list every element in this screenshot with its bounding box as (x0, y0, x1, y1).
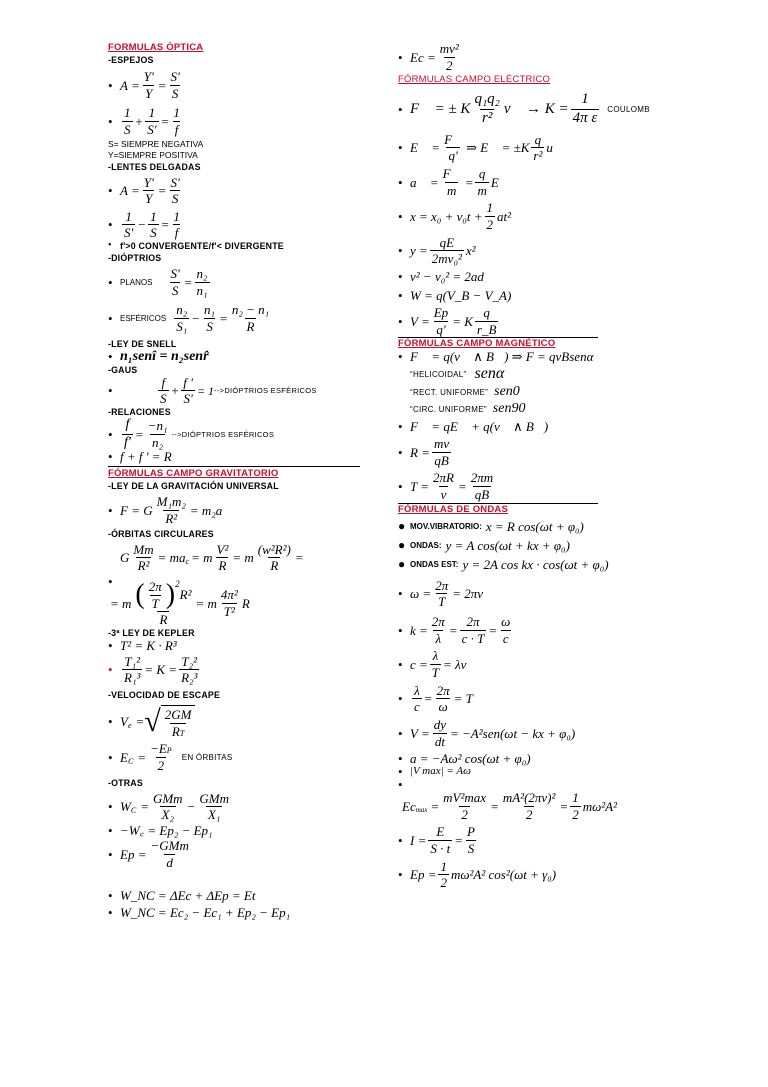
helical-row: “HELICOIDAL” senα (410, 365, 505, 383)
bullet-icon: ● (398, 519, 406, 534)
converging-note: • f'>0 CONVERGENTE/f'< DIVERGENTE (108, 240, 284, 252)
sign-note-s: S= SIEMPRE NEGATIVA (108, 138, 204, 149)
formula-snell: • n₁senî = n₂senr̂ (108, 348, 209, 365)
bullet-icon: • (398, 349, 403, 365)
electric-title: FÓRMULAS CAMPO ELÉCTRICO (398, 74, 551, 86)
formula-orbits-2-body: = m ( $\frac{2\pi}{T}$ ) $^2$ R² R = m $\frac{\text{4π²}}{\text{T²}}$ R (110, 578, 250, 628)
formula-max-kinetic: Ec max = $\frac{\text{mV²max}}{2}$ = $\frac{\text{mA²(2πν)²}}{2}$ = $\frac{1}{2}$ mω²A² (402, 790, 618, 822)
formula-kinetic-energy: • Ec = $\frac{\text{mv²}}{2}$ (398, 41, 459, 73)
bullet-icon: • (398, 444, 403, 460)
bullet-icon: • (398, 208, 403, 224)
bullet-icon: • (398, 243, 403, 259)
bullet-icon: • (398, 622, 403, 638)
bullet-icon: • (108, 311, 113, 327)
magnetic-title: FÓRMULAS CAMPO MAGNÉTICO (398, 338, 556, 350)
bullet-icon: • (108, 714, 113, 730)
formula-lorentz: • F⃗ = q(v⃗ ∧ B⃗) ⇒ F = qvBsenα (398, 349, 594, 365)
formula-wave-potential: • Ep = $\frac{1}{2}$ mω²A² cos²(ωt + γ₀) (398, 858, 557, 891)
formula-lens-equation: • $\frac{1}{S'}$ − $\frac{1}{S}$ = $\frac{1}{f}$ (108, 208, 180, 241)
bullet-icon: ● (398, 538, 406, 553)
bullet-icon: • (108, 662, 113, 678)
formula-vibratory: ● MOV.VIBRATORIO: x = R cos(ωt + φ₀) (398, 518, 584, 534)
formula-wave-number: • k = $\frac{2\pi}{\lambda}$ = $\frac{2\pi}{c \cdot T}$ = $\frac{\omega}{c}$ (398, 614, 511, 646)
formula-work-nc-1: • W_NC = ΔEc + ΔEp = Et (108, 888, 256, 904)
bullet-icon: • (398, 313, 403, 329)
formula-wave: ● ONDAS: y = A cos(ωt + kx + φ₀) (398, 537, 570, 553)
bullet-icon: • (398, 777, 403, 793)
formula-potential-energy: • Ep = $\frac{\text{−GMm}}{d}$ (108, 837, 189, 870)
optics-title: FORMULAS ÓPTICA (108, 42, 204, 53)
formula-gauss: • $\frac{f}{S}$ + $\frac{f '}{S'}$ = 1 -->DIÓPTRIOS ESFÉRICOS (108, 374, 317, 407)
formula-position: • x = x₀ + v₀t + $\frac{1}{2}$ at² (398, 200, 512, 232)
gauss-heading: -GAUS (108, 364, 138, 375)
formula-escape-velocity: • V e = √ $\frac{2GM}{RT}$ (108, 705, 363, 738)
relations-heading: -RELACIONES (108, 406, 171, 417)
escape-velocity-heading: -VELOCIDAD DE ESCAPE (108, 690, 221, 701)
bullet-icon: • (108, 905, 113, 921)
uniform-circ-row: “CIRC. UNIFORME” sen90 (410, 401, 526, 417)
circular-orbits-heading: -ÓRBITAS CIRCULARES (108, 528, 214, 539)
bullet-icon: • (398, 725, 403, 741)
formula-spherical-dioptre: • ESFÉRICOS $\frac{\text{n₂}}{\text{S₁}}$ − $\frac{\text{n₁}}{S}$ = $\frac{\text{n₂ − n₁}}{R}$ (108, 302, 270, 335)
formula-standing-wave: ● ONDAS EST: y = 2A cos kx · cos(ωt + φ₀) (398, 556, 609, 572)
bullet-icon: • (108, 502, 113, 518)
formula-work-potential-diff: • W = q(V_B − V_A) (398, 287, 512, 303)
bullet-icon: • (398, 479, 403, 495)
formula-intensity: • I = $\frac{E}{S \cdot t}$ = $\frac{P}{S}$ (398, 824, 475, 857)
formula-wave-acceleration: • a = −Aω² cos(ωt + φ₀) (398, 751, 531, 767)
bullet-icon: • (398, 586, 403, 602)
bullet-icon: • (108, 822, 113, 838)
bullet-icon: • (108, 77, 113, 93)
formula-lorentz-full: • F⃗ = qE⃗ + q(v⃗ ∧ B⃗) (398, 419, 549, 435)
formula-flat-dioptre: • PLANOS $\frac{S'}{S}$ = $\frac{\text{n₂}}{\text{n₁}}$ (108, 266, 208, 298)
formula-orbit-energy: • E C = $\frac{-EP}{2}$ EN ÓRBITAS (108, 741, 233, 774)
bullet-icon: • (398, 49, 403, 65)
bullet-icon: • (108, 349, 113, 365)
formula-newton-gravitation: • F = G $\frac{\text{M₁m₂}}{\text{R²}}$ = m₂a (108, 494, 223, 526)
formula-period-wave: • $\frac{\lambda}{c}$ = $\frac{2\pi}{\omega}$ = T (398, 682, 473, 715)
formula-relations: • $\frac{f}{f'}$ = $\frac{\text{−n₁}}{\text{n₂}}$ -->DIÓPTRIOS ESFÉRICOS (108, 416, 275, 450)
bullet-icon: • (398, 691, 403, 707)
bullet-icon: • (398, 419, 403, 435)
bullet-icon: • (108, 750, 113, 766)
bullet-icon: • (108, 240, 112, 252)
bullet-icon: • (108, 846, 113, 862)
formula-angular-frequency: • ω = $\frac{2\pi}{T}$ = 2πν (398, 577, 484, 610)
kepler-heading: -3ª LEY DE KEPLER (108, 627, 195, 638)
bullet-icon: • (398, 102, 403, 118)
bullet-icon: • (398, 268, 403, 284)
bullet-icon: • (398, 656, 403, 672)
formula-trajectory: • y = $\frac{qE}{\text{2mv₀²}}$ x² (398, 234, 476, 267)
sign-note-y: Y=SIEMPRE POSITIVA (108, 149, 198, 160)
bullet-icon: • (108, 888, 113, 904)
bullet-icon: • (108, 217, 113, 233)
formula-kepler-1: • T² = K · R³ (108, 637, 177, 653)
formula-max-velocity: • |V max| = Aω (398, 764, 471, 780)
formula-electric-field: • E⃗ = $\frac{F⃗}{q'}$ ⇒ E⃗ = ±K $\frac{q}{\text{r²}}$ u⃗ (398, 131, 564, 164)
sqrt-icon: √ (144, 704, 161, 738)
formula-mirror-magnification: • A = $\frac{Y'}{Y}$ = $\frac{S'}{S}$ (108, 69, 180, 101)
formula-kinematics: • v² − v₀² = 2ad (398, 268, 484, 284)
bullet-icon: • (398, 751, 403, 767)
uniform-rect-row: “RECT. UNIFORME” sen0 (410, 384, 520, 400)
formula-focal-sum: • f + f ' = R (108, 449, 172, 465)
bullet-icon: • (398, 764, 403, 780)
formula-orbits-1: G $\frac{Mm}{\text{R²}}$ = ma c = m $\frac{\text{V²}}{R}$ = m $\frac{\text{(w²R²)}}{R}$ = (120, 541, 304, 574)
snell-heading: -LEY DE SNELL (108, 338, 177, 349)
bullet-icon: • (108, 426, 113, 442)
gravitation-heading: -LEY DE LA GRAVITACIÓN UNIVERSAL (108, 481, 279, 492)
waves-title: FÓRMULAS DE ONDAS (398, 503, 509, 515)
formula-mirror-equation: • $\frac{1}{S}$ + $\frac{1}{S'}$ = $\frac{1}{f}$ (108, 105, 180, 137)
bullet-icon: • (108, 799, 113, 815)
bullet-icon: • (108, 573, 113, 589)
bullet-icon: • (108, 274, 113, 290)
mirrors-heading: -ESPEJOS (108, 55, 154, 65)
right-column (398, 42, 660, 890)
formula-work-nc-2: • W_NC = Ec₂ − Ec₁ + Ep₂ − Ep₁ (108, 905, 291, 921)
formula-potential: • V = $\frac{Ep}{q'}$ = K $\frac{q}{r\_B}$ (398, 304, 497, 337)
bullet-icon: • (398, 174, 403, 190)
formula-wave-speed: • c = $\frac{\lambda}{T}$ = λν (398, 648, 467, 680)
formula-kepler-2: • $\frac{\text{T₁²}}{\text{R₁³}}$ = K = $\frac{\text{T₂²}}{\text{R₂³}}$ (108, 653, 198, 686)
gravity-title: FÓRMULAS CAMPO GRAVITATORIO (108, 468, 279, 480)
formula-acceleration: • a⃗ = $\frac{F⃗}{m}$ = $\frac{q}{m}$ E⃗ (398, 166, 509, 198)
thin-lenses-heading: -LENTES DELGADAS (108, 161, 201, 172)
bullet-icon: • (398, 833, 403, 849)
bullet-icon: • (108, 637, 113, 653)
bullet-icon: • (108, 113, 113, 129)
formula-work-c: • W C = $\frac{\text{GMm}}{\text{X₂}}$ − $\frac{\text{GMm}}{\text{X₁}}$ (108, 790, 229, 823)
bullet-icon: • (108, 183, 113, 199)
bullet-icon: • (398, 287, 403, 303)
formula-coulomb: • F⃗ = ± K $\frac{\text{q₁q₂}}{\text{r²}}$ v⃗ → K = $\frac{1}{\text{4π ε}}$ COULOMB (398, 91, 650, 127)
others-heading: -OTRAS (108, 777, 143, 788)
formula-radius: • R = $\frac{mv}{qB}$ (398, 436, 450, 468)
bullet-icon: • (398, 867, 403, 883)
bullet-icon: ● (398, 557, 406, 572)
dioptres-heading: -DIÓPTRIOS (108, 253, 162, 264)
left-column (108, 42, 363, 919)
formula-work-potential: • −W꜀ = Ep₂ − Ep₁ (108, 822, 213, 838)
formula-velocity: • V = $\frac{dy}{dt}$ = −A²sen(ωt − kx + φ₀) (398, 716, 576, 749)
bullet-icon: • (398, 140, 403, 156)
bullet-icon: • (108, 449, 113, 465)
bullet-icon: • (108, 383, 113, 399)
formula-period: • T = $\frac{2\pi R}{v}$ = $\frac{2\pi m}{qB}$ (398, 470, 494, 503)
formula-lens-magnification: • A = $\frac{Y'}{Y}$ = $\frac{S'}{S}$ (108, 174, 180, 207)
